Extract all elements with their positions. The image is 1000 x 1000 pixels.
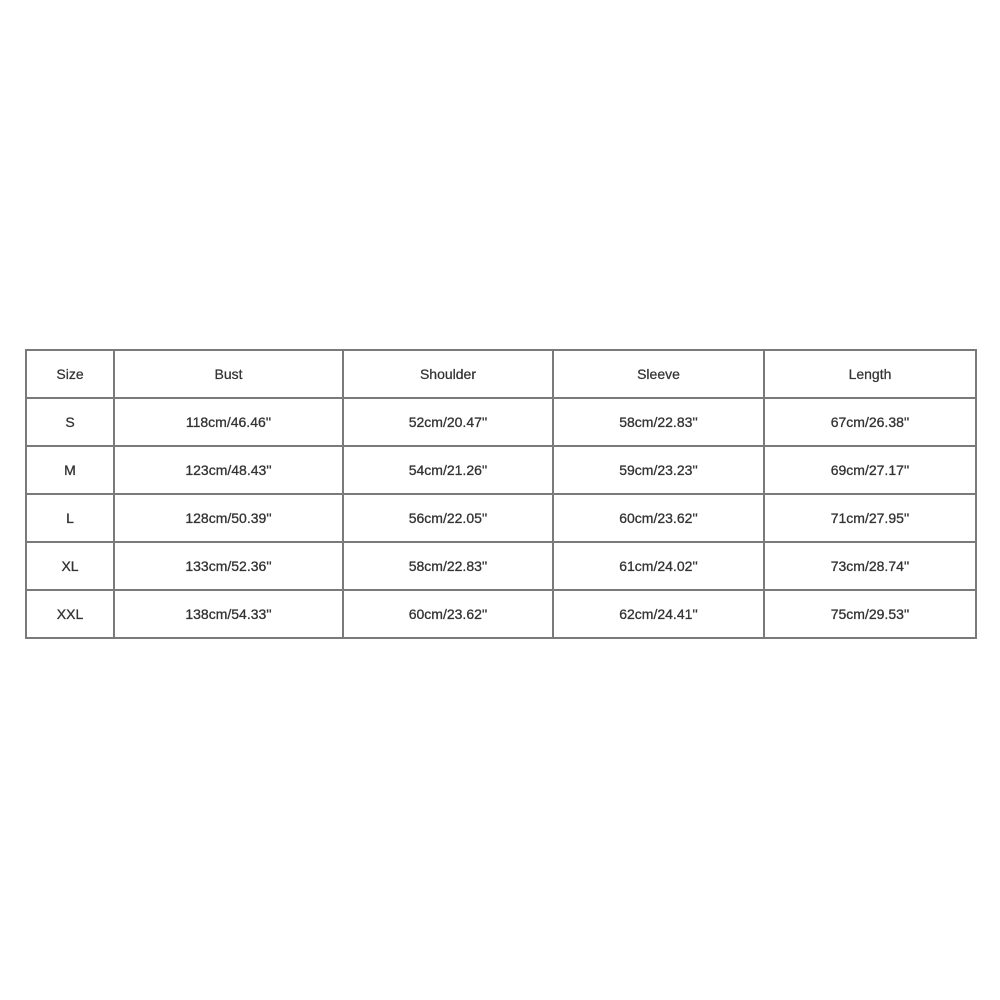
cell-sleeve: 62cm/24.41''	[553, 590, 764, 638]
cell-shoulder: 56cm/22.05''	[343, 494, 553, 542]
size-chart-table	[25, 349, 977, 639]
cell-sleeve: 60cm/23.62''	[553, 494, 764, 542]
cell-shoulder: 60cm/23.62''	[343, 590, 553, 638]
cell-length: 73cm/28.74''	[764, 542, 976, 590]
table-row	[26, 398, 976, 446]
cell-length: 69cm/27.17''	[764, 446, 976, 494]
cell-size: XXL	[26, 590, 114, 638]
table-header-row	[26, 350, 976, 398]
header-bust: Bust	[114, 350, 343, 398]
cell-sleeve: 59cm/23.23''	[553, 446, 764, 494]
cell-bust: 118cm/46.46''	[114, 398, 343, 446]
cell-size: XL	[26, 542, 114, 590]
cell-size: L	[26, 494, 114, 542]
table-row	[26, 446, 976, 494]
cell-bust: 138cm/54.33''	[114, 590, 343, 638]
cell-length: 75cm/29.53''	[764, 590, 976, 638]
cell-size: S	[26, 398, 114, 446]
table-row	[26, 542, 976, 590]
cell-shoulder: 54cm/21.26''	[343, 446, 553, 494]
table-row	[26, 494, 976, 542]
cell-length: 67cm/26.38''	[764, 398, 976, 446]
cell-bust: 123cm/48.43''	[114, 446, 343, 494]
header-sleeve: Sleeve	[553, 350, 764, 398]
cell-bust: 133cm/52.36''	[114, 542, 343, 590]
header-size: Size	[26, 350, 114, 398]
header-length: Length	[764, 350, 976, 398]
cell-length: 71cm/27.95''	[764, 494, 976, 542]
table-row	[26, 590, 976, 638]
cell-bust: 128cm/50.39''	[114, 494, 343, 542]
cell-shoulder: 52cm/20.47''	[343, 398, 553, 446]
cell-size: M	[26, 446, 114, 494]
cell-sleeve: 58cm/22.83''	[553, 398, 764, 446]
cell-sleeve: 61cm/24.02''	[553, 542, 764, 590]
cell-shoulder: 58cm/22.83''	[343, 542, 553, 590]
header-shoulder: Shoulder	[343, 350, 553, 398]
